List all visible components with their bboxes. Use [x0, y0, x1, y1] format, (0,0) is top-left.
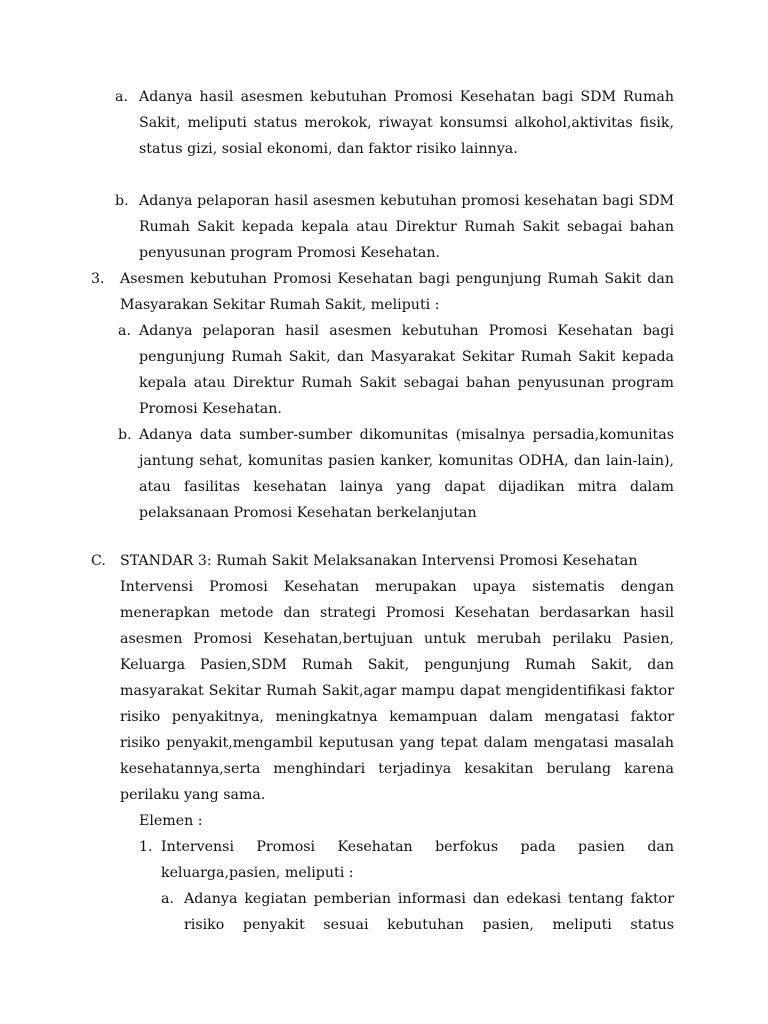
list-item-text: Adanya data sumber-sumber dikomunitas (misalnya persadia,komunitas jantung sehat, komunitas pasien kanker, komunitas ODHA, dan lain-lain), atau fasilitas kesehatan lainya yang dapat dijadikan mitra dalam pelaksanaan Promosi Kesehatan berkelanjutan: [139, 427, 674, 521]
section-marker: C.: [91, 553, 106, 569]
list-marker: 1.: [139, 839, 153, 855]
list-item-a-information-activity: [161, 886, 674, 938]
list-marker: 3.: [91, 271, 105, 287]
list-item-3-visitor-assessment: [91, 266, 674, 318]
list-marker: a.: [118, 323, 131, 339]
list-marker: b.: [115, 193, 129, 209]
section-heading-text: STANDAR 3: Rumah Sakit Melaksanakan Intervensi Promosi Kesehatan: [120, 553, 638, 569]
list-item-text: Adanya pelaporan hasil asesmen kebutuhan Promosi Kesehatan bagi pengunjung Rumah Sakit, dan Masyarakat Sekitar Rumah Sakit kepada kepala atau Direktur Rumah Sakit sebagai bahan penyusunan program Promosi Kesehatan.: [139, 323, 674, 417]
list-item-text: Adanya hasil asesmen kebutuhan Promosi Kesehatan bagi SDM Rumah Sakit, meliputi status merokok, riwayat konsumsi alkohol,aktivitas fisik, status gizi, sosial ekonomi, dan faktor risiko lainnya.: [139, 89, 674, 157]
paragraph-text: Intervensi Promosi Kesehatan merupakan upaya sistematis dengan menerapkan metode dan strategi Promosi Kesehatan berdasarkan hasil asesmen Promosi Kesehatan,bertujuan untuk merubah perilaku Pasien, Keluarga Pasien,SDM Rumah Sakit, pengunjung Rumah Sakit, dan masyarakat Sekitar Rumah Sakit,agar mampu dapat mengidentifikasi faktor risiko penyakitnya, meningkatnya kemampuan dalam mengatasi faktor risiko penyakit,mengambil keputusan yang tepat dalam mengatasi masalah kesehatannya,serta menghindari terjadinya kesakitan berulang karena perilaku yang sama.: [120, 579, 674, 803]
section-heading-standar-3: [91, 548, 674, 574]
list-item-text: Asesmen kebutuhan Promosi Kesehatan bagi pengunjung Rumah Sakit dan Masyarakan Sekitar Rumah Sakit, meliputi :: [120, 271, 674, 313]
list-item-1-patient-intervention: [139, 834, 674, 886]
list-item-b-sdm-report: [115, 188, 674, 266]
elemen-label: [139, 808, 674, 834]
elemen-text: Elemen :: [139, 813, 203, 829]
list-item-text: Intervensi Promosi Kesehatan berfokus pada pasien dan keluarga,pasien, meliputi :: [161, 839, 674, 881]
list-marker: b.: [118, 427, 132, 443]
list-marker: a.: [161, 891, 174, 907]
list-item-a-sdm-assessment: [115, 84, 674, 162]
list-item-text: Adanya pelaporan hasil asesmen kebutuhan promosi kesehatan bagi SDM Rumah Sakit kepada kepala atau Direktur Rumah Sakit sebagai bahan penyusunan program Promosi Kesehatan.: [139, 193, 674, 261]
list-item-a-visitor-report: [118, 318, 674, 422]
list-marker: a.: [115, 89, 128, 105]
list-item-b-community-data: [118, 422, 674, 526]
body-paragraph-intervensi: [120, 574, 674, 808]
list-item-text: Adanya kegiatan pemberian informasi dan edekasi tentang faktor risiko penyakit sesuai kebutuhan pasien, meliputi status: [184, 891, 674, 933]
